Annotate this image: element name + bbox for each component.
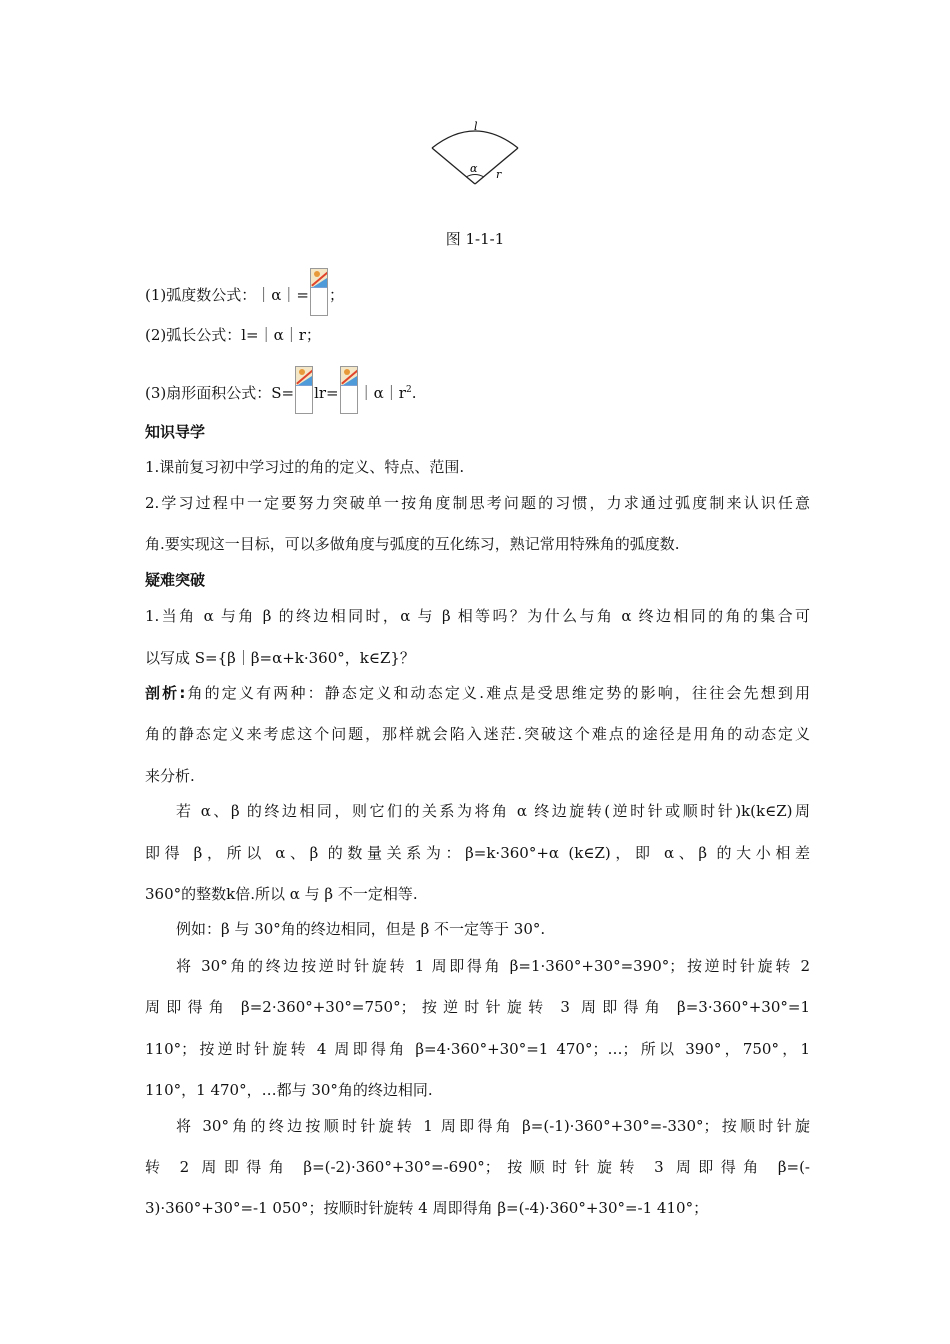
arc-length-label: l [474, 120, 478, 133]
analysis-paragraph: 剖析:角的定义有两种：静态定义和动态定义.难点是受思维定势的影响，往往会先想到用 [145, 684, 810, 702]
paragraph: 将 30°角的终边按逆时针旋转 1 周即得角 β=1·360°+30°=390°；按逆时针旋转 2 [176, 957, 810, 975]
sector-left-radius [432, 148, 475, 184]
paragraph: 1.课前复习初中学习过的角的定义、特点、范围. [145, 458, 465, 476]
formula-arc-length: (2)弧长公式：l=｜α｜r； [145, 326, 321, 344]
analysis-label: 剖析: [145, 684, 186, 702]
broken-image-icon [340, 366, 358, 414]
paragraph: 例如：β 与 30°角的终边相同，但是 β 不一定等于 30°. [176, 920, 546, 938]
heading-difficulty-breakthrough: 疑难突破 [145, 571, 206, 589]
formula-radian: (1)弧度数公式：｜α｜= ； [145, 272, 810, 320]
paragraph: 以写成 S={β｜β=α+k·360°，k∈Z}？ [145, 649, 415, 667]
angle-label: α [470, 162, 478, 175]
paragraph: 3)·360°+30°=-1 050°；按顺时针旋转 4 周即得角 β=(-4)·360°+30°=-1 410°； [145, 1199, 709, 1217]
paragraph: 2.学习过程中一定要努力突破单一按角度制思考问题的习惯，力求通过弧度制来认识任意 [145, 494, 810, 512]
paragraph: 360°的整数k倍.所以 α 与 β 不一定相等. [145, 885, 418, 903]
radius-label: r [496, 168, 502, 181]
paragraph: 110°；按逆时针旋转 4 周即得角 β=4·360°+30°=1 470°；…；所以 390°，750°，1 [145, 1040, 810, 1058]
paragraph: 来分析. [145, 767, 195, 785]
paragraph: 将 30°角的终边按顺时针旋转 1 周即得角 β=(-1)·360°+30°=-330°；按顺时针旋 [176, 1117, 810, 1135]
paragraph: 转 2 周即得角 β=(-2)·360°+30°=-690°；按顺时针旋转 3 周即得角 β=(- [145, 1158, 810, 1176]
sector-figure [420, 112, 530, 192]
figure-caption: 图 1-1-1 [445, 230, 505, 248]
sector-arc [432, 131, 518, 148]
broken-image-icon [310, 268, 328, 316]
paragraph: 即得 β，所以 α、β 的数量关系为：β=k·360°+α (k∈Z)，即 α、β 的大小相差 [145, 844, 810, 862]
broken-image-icon [295, 366, 313, 414]
paragraph: 1.当角 α 与角 β 的终边相同时，α 与 β 相等吗？为什么与角 α 终边相同的角的集合可 [145, 607, 810, 625]
paragraph: 110°，1 470°，…都与 30°角的终边相同. [145, 1081, 433, 1099]
heading-knowledge-guide: 知识导学 [145, 423, 206, 441]
paragraph: 若 α、β 的终边相同，则它们的关系为将角 α 终边旋转(逆时针或顺时针)k(k∈Z)周 [176, 802, 810, 820]
paragraph: 周即得角 β=2·360°+30°=750°；按逆时针旋转 3 周即得角 β=3·360°+30°=1 [145, 998, 810, 1016]
paragraph: 角.要实现这一目标，可以多做角度与弧度的互化练习，熟记常用特殊角的弧度数. [145, 535, 680, 553]
paragraph: 角的静态定义来考虑这个问题，那样就会陷入迷茫.突破这个难点的途径是用角的动态定义 [145, 725, 810, 743]
formula-sector-area: (3)扇形面积公式：S= lr= $|\alpha|r^2$. [145, 370, 810, 418]
